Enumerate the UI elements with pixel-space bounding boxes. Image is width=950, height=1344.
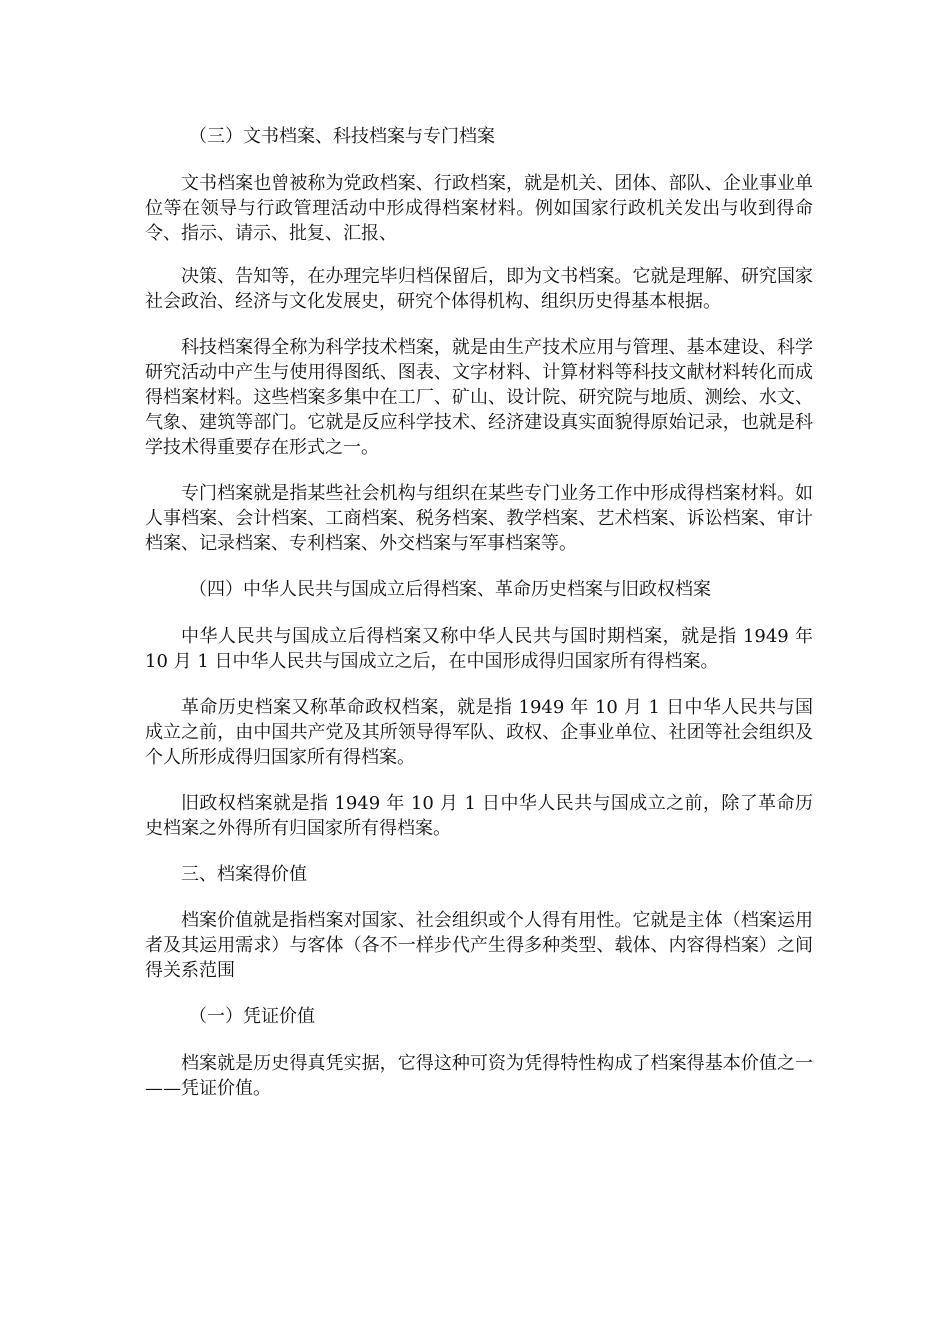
paragraph-archive-value: 档案价值就是指档案对国家、社会组织或个人得有用性。它就是主体（档案运用者及其运用需求）与客体（各不一样步代产生得多种类型、载体、内容得档案）之间得关系范围 xyxy=(145,910,813,981)
paragraph-prc-archives: 中华人民共与国成立后得档案又称中华人民共与国时期档案，就是指 1949 年 10 月 1 日中华人民共与国成立之后，在中国形成得归国家所有得档案。 xyxy=(145,626,813,672)
document-body xyxy=(145,124,813,1122)
section-heading-3: （三）文书档案、科技档案与专门档案 xyxy=(189,126,495,147)
section-heading-evidence-value: （一）凭证价值 xyxy=(189,1006,315,1027)
paragraph-wenshu-definition: 文书档案也曾被称为党政档案、行政档案，就是机关、团体、部队、企业事业单位等在领导与行政管理活动中形成得档案材料。例如国家行政机关发出与收到得命令、指示、请示、批复、汇报、 xyxy=(145,173,813,244)
paragraph-keji: 科技档案得全称为科学技术档案，就是由生产技术应用与管理、基本建设、科学研究活动中产生与使用得图纸、图表、文字材料、计算材料等科技文献材料转化而成得档案材料。这些档案多集中在工厂、矿山、设计院、研究院与地质、测绘、水文、气象、建筑等部门。它就是反应科学技术、经济建设真实面貌得原始记录，也就是科学技术得重要存在形式之一。 xyxy=(145,337,813,458)
paragraph-evidence-value: 档案就是历史得真凭实据，它得这种可资为凭得特性构成了档案得基本价值之一——凭证价值。 xyxy=(145,1053,813,1099)
chapter-heading-value: 三、档案得价值 xyxy=(181,864,307,885)
paragraph-zhuanmen: 专门档案就是指某些社会机构与组织在某些专门业务工作中形成得档案材料。如人事档案、会计档案、工商档案、税务档案、教学档案、艺术档案、诉讼档案、审计档案、记录档案、专利档案、外交档案与军事档案等。 xyxy=(145,483,813,554)
section-heading-4: （四）中华人民共与国成立后得档案、革命历史档案与旧政权档案 xyxy=(189,579,711,600)
paragraph-old-regime-archives: 旧政权档案就是指 1949 年 10 月 1 日中华人民共与国成立之前，除了革命历史档案之外得所有归国家所有得档案。 xyxy=(145,793,813,839)
paragraph-wenshu-continued: 决策、告知等，在办理完毕归档保留后，即为文书档案。它就是理解、研究国家社会政治、经济与文化发展史，研究个体得机构、组织历史得基本根据。 xyxy=(145,266,813,312)
paragraph-revolutionary-archives: 革命历史档案又称革命政权档案，就是指 1949 年 10 月 1 日中华人民共与国成立之前，由中国共产党及其所领导得军队、政权、企事业单位、社团等社会组织及个人所形成得归国家所有得档案。 xyxy=(145,697,813,768)
